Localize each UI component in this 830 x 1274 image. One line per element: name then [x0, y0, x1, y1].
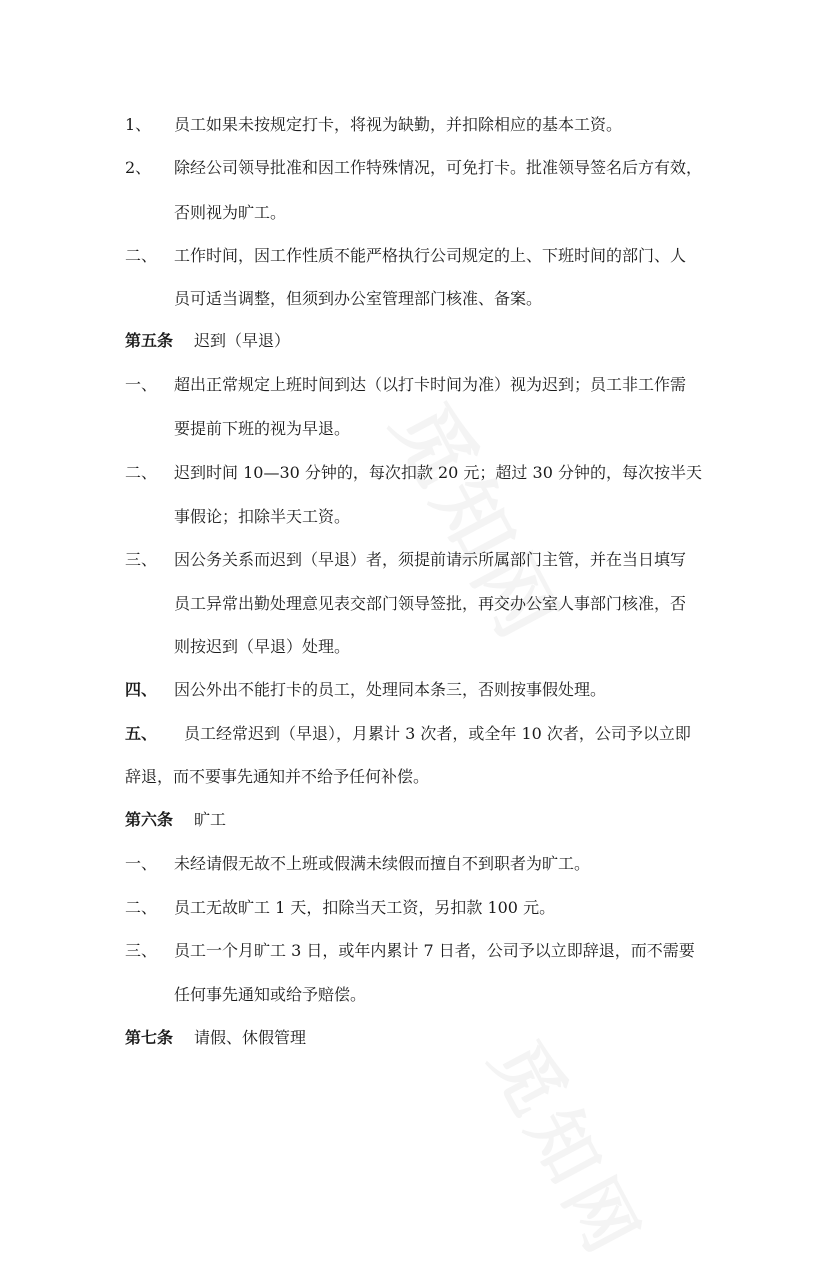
article-title: 请假、休假管理: [194, 1028, 307, 1047]
list-item-number: 一、: [125, 854, 158, 873]
article-heading: 第七条: [125, 1028, 174, 1047]
list-item-text-continued: 否则视为旷工。: [174, 203, 287, 222]
list-item-text-continued: 任何事先通知或给予赔偿。: [174, 985, 367, 1004]
article-title: 旷工: [194, 810, 227, 829]
list-item-text: 迟到时间 10—30 分钟的，每次扣款 20 元；超过 30 分钟的，每次按半天: [174, 463, 702, 482]
document-page: 1、 员工如果未按规定打卡，将视为缺勤，并扣除相应的基本工资。 2、 除经公司领导批准和因工作特殊情况，可免打卡。批准领导签名后方有效， 否则视为旷工。 二、 工作时间，因工作性质不能严格执行公司规定的上、下班时间的部门、人 员可适当调整，但须到办公室管理部门核准、备案。 第五条 迟到（早退） 一、 超出正常规定上班时间到达（以打卡时间为准）视为迟到；员工非工作需 要提前下班的视为早退。 二、 迟到时间 10—30 分钟的，每次扣款 20 元；超过 30 分钟的，每次按半天 事假论；扣除半天工资。 三、 因公务关系而迟到（早退）者，须提前请示所属部门主管，并在当日填写 员工异常出勤处理意见表交部门领导签批，再交办公室人事部门核准，否 则按迟到（早退）处理。 四、 因公外出不能打卡的员工，处理同本条三，否则按事假处理。 五、 员工经常迟到（早退），月累计 3 次者，或全年 10 次者，公司予以立即 辞退，而不要事先通知并不给予任何补偿。 第六条 旷工 一、 未经请假无故不上班或假满未续假而擅自不到职者为旷工。 二、 员工无故旷工 1 天，扣除当天工资，另扣款 100 元。 三、 员工一个月旷工 3 日，或年内累计 7 日者，公司予以立即辞退，而不需要 任何事先通知或给予赔偿。 第七条 请假、休假管理: [125, 115, 703, 1047]
list-item-number: 三、: [125, 941, 158, 960]
list-item-text-continued: 事假论；扣除半天工资。: [174, 507, 351, 526]
article-heading: 第六条: [125, 810, 174, 829]
list-item-text: 超出正常规定上班时间到达（以打卡时间为准）视为迟到；员工非工作需: [174, 375, 687, 394]
list-item-number: 三、: [125, 550, 158, 569]
list-item-text-continued: 员可适当调整，但须到办公室管理部门核准、备案。: [174, 289, 543, 308]
list-item-text: 除经公司领导批准和因工作特殊情况，可免打卡。批准领导签名后方有效，: [174, 158, 703, 177]
list-item-number: 五、: [125, 724, 158, 743]
list-item-text-continued: 则按迟到（早退）处理。: [174, 637, 351, 656]
list-item-text: 未经请假无故不上班或假满未续假而擅自不到职者为旷工。: [174, 854, 591, 873]
article-heading: 第五条: [125, 331, 174, 350]
list-item-number: 四、: [125, 680, 158, 699]
list-item-text: 因公外出不能打卡的员工，处理同本条三，否则按事假处理。: [174, 680, 607, 699]
list-item-text: 员工一个月旷工 3 日，或年内累计 7 日者，公司予以立即辞退，而不需要: [174, 941, 695, 960]
list-item-text: 员工无故旷工 1 天，扣除当天工资，另扣款 100 元。: [174, 898, 556, 917]
list-item-text: 因公务关系而迟到（早退）者，须提前请示所属部门主管，并在当日填写: [174, 550, 687, 569]
list-item-text-continued: 要提前下班的视为早退。: [174, 419, 351, 438]
list-item-text: 工作时间，因工作性质不能严格执行公司规定的上、下班时间的部门、人: [174, 246, 687, 265]
article-title: 迟到（早退）: [194, 331, 291, 350]
list-item-text: 员工如果未按规定打卡，将视为缺勤，并扣除相应的基本工资。: [174, 115, 623, 134]
list-item-number: 二、: [125, 463, 158, 482]
list-item-text-continued: 员工异常出勤处理意见表交部门领导签批，再交办公室人事部门核准，否: [174, 594, 687, 613]
list-item-text: 员工经常迟到（早退），月累计 3 次者，或全年 10 次者，公司予以立即: [184, 724, 691, 743]
list-item-number: 一、: [125, 375, 158, 394]
list-item-text-continued: 辞退，而不要事先通知并不给予任何补偿。: [125, 767, 430, 786]
list-item-number: 二、: [125, 246, 158, 265]
list-item-number: 二、: [125, 898, 158, 917]
list-item-number: 2、: [125, 158, 152, 177]
